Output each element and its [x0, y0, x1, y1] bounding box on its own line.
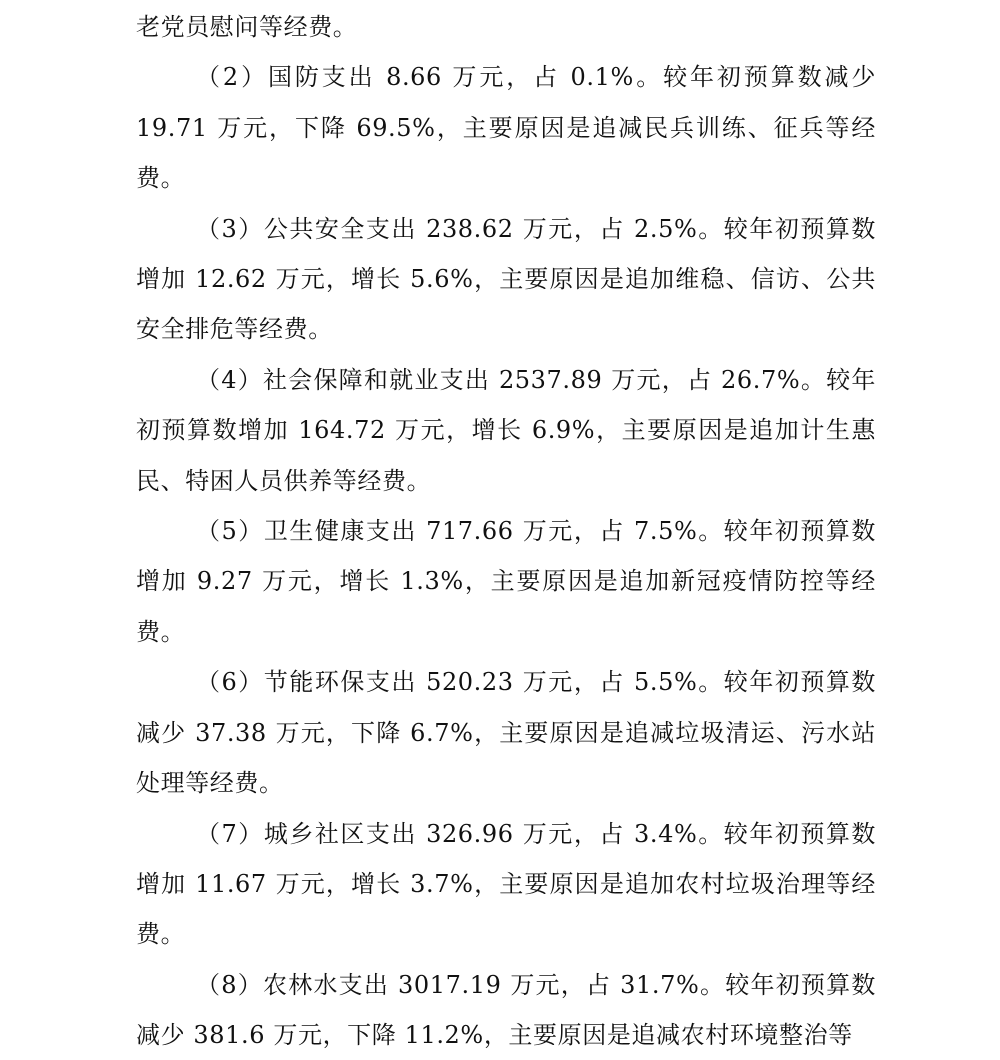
paragraph-national-defense: （2）国防支出 8.66 万元，占 0.1%。较年初预算数减少 19.71 万元，下降 69.5%，主要原因是追减民兵训练、征兵等经费。 — [136, 63, 876, 193]
paragraph-public-security: （3）公共安全支出 238.62 万元，占 2.5%。较年初预算数增加 12.62 万元，增长 5.6%，主要原因是追加维稳、信访、公共安全排危等经费。 — [136, 214, 876, 344]
paragraph-urban-rural: （7）城乡社区支出 326.96 万元，占 3.4%。较年初预算数增加 11.67 万元，增长 3.7%，主要原因是追加农村垃圾治理等经费。 — [136, 819, 876, 949]
paragraph-continuation: 老党员慰问等经费。 — [136, 13, 358, 41]
paragraph-environment: （6）节能环保支出 520.23 万元，占 5.5%。较年初预算数减少 37.38 万元，下降 6.7%，主要原因是追减垃圾清运、污水站处理等经费。 — [136, 668, 876, 798]
document-body — [136, 2, 876, 1060]
paragraph-social-security: （4）社会保障和就业支出 2537.89 万元，占 26.7%。较年初预算数增加 164.72 万元，增长 6.9%，主要原因是追加计生惠民、特困人员供养等经费。 — [136, 365, 876, 495]
paragraph-agriculture: （8）农林水支出 3017.19 万元，占 31.7%。较年初预算数减少 381.6 万元，下降 11.2%，主要原因是追减农村环境整治等 — [136, 970, 876, 1050]
paragraph-health: （5）卫生健康支出 717.66 万元，占 7.5%。较年初预算数增加 9.27 万元，增长 1.3%，主要原因是追加新冠疫情防控等经费。 — [136, 517, 876, 646]
